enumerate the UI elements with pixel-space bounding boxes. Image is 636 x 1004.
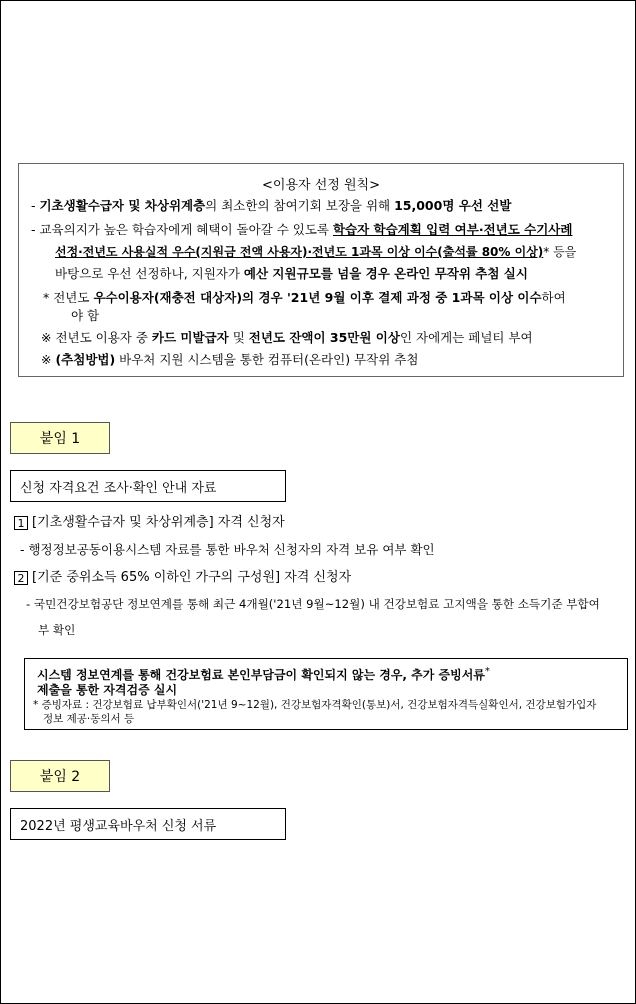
- selection-principles-box: [18, 163, 624, 377]
- priority-group: 기초생활수급자 및 차상위계층: [39, 198, 206, 213]
- section-2-item-cont: 부 확인: [38, 623, 76, 637]
- section-2-item: - 국민건강보험공단 정보연계를 통해 최근 4개월('21년 9월~12월) 내 건강보험료 고지액을 통한 소득기준 부합여: [26, 597, 600, 611]
- attachment-1-title: 신청 자격요건 조사·확인 안내 자료: [10, 470, 286, 502]
- section-2-number: 2: [14, 571, 28, 585]
- principle-line-2: - 교육의지가 높은 학습자에게 혜택이 돌아갈 수 있도록 학습자 학습계획 입력 여부·전년도 수기사례: [31, 222, 573, 237]
- notice-footnote-cont: 정보 제공·동의서 등: [43, 713, 135, 725]
- notice-line-2: 제출을 통한 자격검증 실시: [37, 683, 178, 697]
- section-1-item: - 행정정보공동이용시스템 자료를 통한 바우처 신청자의 자격 보유 여부 확인: [20, 542, 435, 557]
- principle-note-penalty: ※ 전년도 이용자 중 카드 미발급자 및 전년도 잔액이 35만원 이상인 자에게는 페널티 부여: [41, 330, 533, 345]
- section-1-number: 1: [14, 516, 28, 530]
- principle-note-star: * 전년도 우수이용자(재충전 대상자)의 경우 '21년 9월 이후 결제 과정 중 1과목 이상 이수하여: [43, 290, 566, 305]
- attachment-2-tab: 붙임 2: [10, 760, 110, 792]
- principle-note-lottery: ※ (추첨방법) 바우처 지원 시스템을 통한 컴퓨터(온라인) 무작위 추첨: [41, 352, 419, 367]
- principle-note-star-cont: 야 함: [71, 308, 100, 323]
- attachment-1-tab: 붙임 1: [10, 422, 110, 454]
- section-1-heading: 1 [기초생활수급자 및 차상위계층] 자격 신청자: [14, 515, 285, 531]
- principle-line-4: 바탕으로 우선 선정하나, 지원자가 예산 지원규모를 넘을 경우 온라인 무작위 추첨 실시: [55, 266, 528, 281]
- principle-line-3: 선정·전년도 사용실적 우수(지원금 전액 사용자)·전년도 1과목 이상 이수(출석률 80% 이상)* 등을: [55, 245, 577, 259]
- principles-title: <이용자 선정 원칙>: [262, 178, 380, 193]
- notice-line-1: 시스템 정보연계를 통해 건강보험료 본인부담금이 확인되지 않는 경우, 추가 증빙서류*: [37, 666, 490, 682]
- section-2-heading: 2 [기준 중위소득 65% 이하인 가구의 구성원] 자격 신청자: [14, 570, 351, 586]
- principle-line-1: - 기초생활수급자 및 차상위계층의 최소한의 참여기회 보장을 위해 15,000명 우선 선발: [31, 198, 512, 213]
- notice-footnote: * 증빙자료 : 건강보험료 납부확인서('21년 9~12월), 건강보험자격확인(통보)서, 건강보험자격득실확인서, 건강보험가입자: [33, 699, 597, 711]
- verification-notice-box: [24, 658, 628, 730]
- priority-quota: 15,000명 우선 선발: [394, 198, 512, 213]
- attachment-2-title: 2022년 평생교육바우처 신청 서류: [10, 808, 286, 840]
